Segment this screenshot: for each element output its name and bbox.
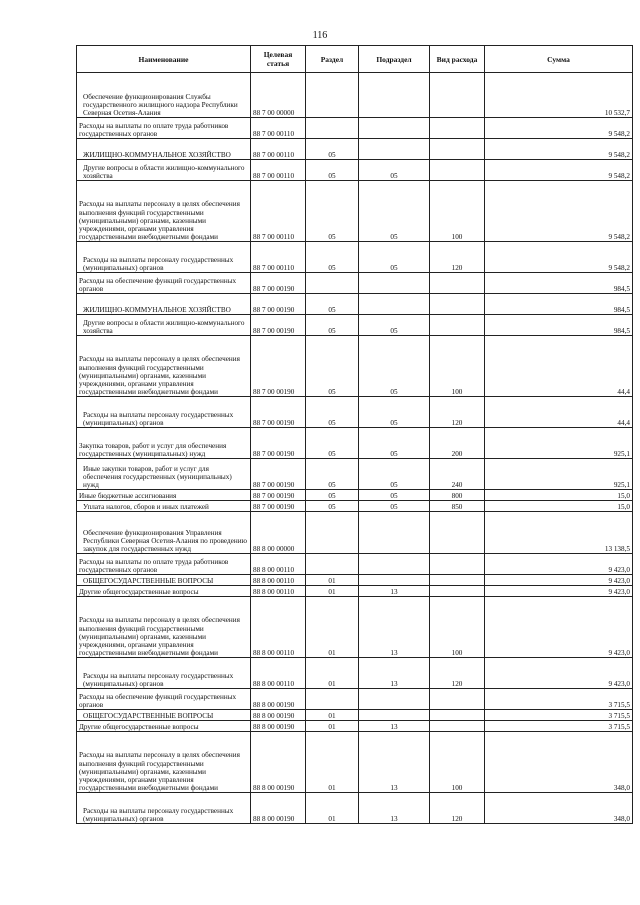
row-subsection: 05: [359, 315, 430, 336]
row-sum: 9 423,0: [485, 575, 633, 586]
row-code: 88 7 00 00190: [251, 397, 306, 428]
row-kind: [430, 512, 485, 554]
budget-table: [76, 45, 633, 824]
row-kind: [430, 586, 485, 597]
row-subsection: 13: [359, 721, 430, 732]
table-row: [77, 575, 633, 586]
table-row: [77, 459, 633, 490]
row-subsection: [359, 273, 430, 294]
row-section: 05: [306, 181, 359, 242]
row-name: Другие общегосударственные вопросы: [77, 721, 251, 732]
table-row: [77, 689, 633, 710]
row-kind: [430, 710, 485, 721]
row-subsection: [359, 554, 430, 575]
row-name: Расходы на обеспечение функций государственных органов: [77, 273, 251, 294]
header-sum: Сумма: [485, 46, 633, 73]
row-code: 88 7 00 00190: [251, 501, 306, 512]
row-code: 88 7 00 00190: [251, 273, 306, 294]
row-code: 88 8 00 00110: [251, 575, 306, 586]
table-body: [77, 73, 633, 824]
row-sum: 44,4: [485, 336, 633, 397]
row-section: 05: [306, 242, 359, 273]
row-section: 05: [306, 336, 359, 397]
table-row: [77, 597, 633, 658]
row-name: Расходы на выплаты персоналу государственных (муниципальных) органов: [77, 793, 251, 824]
row-sum: 984,5: [485, 315, 633, 336]
row-code: 88 8 00 00190: [251, 732, 306, 793]
table-row: [77, 118, 633, 139]
row-section: 01: [306, 597, 359, 658]
row-kind: 200: [430, 428, 485, 459]
row-name: ОБЩЕГОСУДАРСТВЕННЫЕ ВОПРОСЫ: [77, 710, 251, 721]
row-section: 05: [306, 160, 359, 181]
table-row: [77, 315, 633, 336]
row-subsection: [359, 139, 430, 160]
row-name: Расходы на выплаты персоналу государственных (муниципальных) органов: [77, 658, 251, 689]
row-code: 88 7 00 00110: [251, 139, 306, 160]
row-subsection: 13: [359, 732, 430, 793]
row-code: 88 7 00 00190: [251, 459, 306, 490]
row-subsection: [359, 118, 430, 139]
row-section: 05: [306, 294, 359, 315]
row-code: 88 7 00 00110: [251, 242, 306, 273]
row-code: 88 8 00 00110: [251, 586, 306, 597]
table-row: [77, 710, 633, 721]
table-row: [77, 721, 633, 732]
row-sum: 9 423,0: [485, 597, 633, 658]
table-row: [77, 181, 633, 242]
row-kind: 100: [430, 181, 485, 242]
row-sum: 984,5: [485, 294, 633, 315]
row-section: 01: [306, 586, 359, 597]
row-kind: 800: [430, 490, 485, 501]
row-kind: 100: [430, 336, 485, 397]
row-subsection: 05: [359, 242, 430, 273]
row-code: 88 8 00 00190: [251, 710, 306, 721]
row-code: 88 7 00 00110: [251, 160, 306, 181]
table-row: [77, 336, 633, 397]
row-name: Расходы на выплаты персоналу в целях обеспечения выполнения функций государственными (муниципальными) органами, казенными учреждениями, органами управления государственными внебюджетными фондами: [77, 732, 251, 793]
row-kind: 120: [430, 397, 485, 428]
row-subsection: [359, 575, 430, 586]
row-name: Другие вопросы в области жилищно-коммунального хозяйства: [77, 315, 251, 336]
row-sum: 348,0: [485, 732, 633, 793]
row-subsection: 05: [359, 397, 430, 428]
row-name: ЖИЛИЩНО-КОММУНАЛЬНОЕ ХОЗЯЙСТВО: [77, 294, 251, 315]
row-section: 05: [306, 459, 359, 490]
row-sum: 10 532,7: [485, 73, 633, 118]
row-name: Расходы на выплаты персоналу государственных (муниципальных) органов: [77, 242, 251, 273]
row-subsection: 13: [359, 793, 430, 824]
row-subsection: 05: [359, 501, 430, 512]
row-subsection: 05: [359, 336, 430, 397]
row-name: Закупка товаров, работ и услуг для обеспечения государственных (муниципальных) нужд: [77, 428, 251, 459]
row-sum: 348,0: [485, 793, 633, 824]
row-code: 88 8 00 00190: [251, 689, 306, 710]
row-kind: [430, 118, 485, 139]
row-section: 05: [306, 501, 359, 512]
row-name: ЖИЛИЩНО-КОММУНАЛЬНОЕ ХОЗЯЙСТВО: [77, 139, 251, 160]
header-kind: Вид расхода: [430, 46, 485, 73]
row-section: 05: [306, 397, 359, 428]
row-name: ОБЩЕГОСУДАРСТВЕННЫЕ ВОПРОСЫ: [77, 575, 251, 586]
row-sum: 3 715,5: [485, 689, 633, 710]
row-sum: 984,5: [485, 273, 633, 294]
row-sum: 9 423,0: [485, 658, 633, 689]
row-subsection: [359, 710, 430, 721]
row-code: 88 7 00 00190: [251, 428, 306, 459]
row-name: Расходы на выплаты по оплате труда работников государственных органов: [77, 118, 251, 139]
row-code: 88 7 00 00110: [251, 118, 306, 139]
row-kind: 100: [430, 597, 485, 658]
row-sum: 13 138,5: [485, 512, 633, 554]
row-kind: 120: [430, 242, 485, 273]
row-subsection: [359, 73, 430, 118]
row-name: Расходы на выплаты по оплате труда работников государственных органов: [77, 554, 251, 575]
row-sum: 9 548,2: [485, 181, 633, 242]
row-code: 88 8 00 00110: [251, 658, 306, 689]
row-kind: [430, 575, 485, 586]
row-section: 05: [306, 428, 359, 459]
row-sum: 9 548,2: [485, 160, 633, 181]
row-kind: [430, 689, 485, 710]
row-section: 01: [306, 658, 359, 689]
row-kind: 100: [430, 732, 485, 793]
table-row: [77, 732, 633, 793]
row-code: 88 8 00 00110: [251, 597, 306, 658]
row-section: 01: [306, 793, 359, 824]
header-section: Раздел: [306, 46, 359, 73]
row-name: Иные бюджетные ассигнования: [77, 490, 251, 501]
table-row: [77, 294, 633, 315]
header-name: Наименование: [77, 46, 251, 73]
row-code: 88 8 00 00110: [251, 554, 306, 575]
table-row: [77, 273, 633, 294]
row-section: 01: [306, 721, 359, 732]
page-number: 116: [312, 30, 328, 41]
row-section: 05: [306, 139, 359, 160]
row-kind: [430, 73, 485, 118]
row-subsection: 05: [359, 490, 430, 501]
row-subsection: 13: [359, 597, 430, 658]
row-kind: [430, 554, 485, 575]
row-section: [306, 689, 359, 710]
row-kind: 120: [430, 793, 485, 824]
header-subsection: Подраздел: [359, 46, 430, 73]
table-row: [77, 139, 633, 160]
row-sum: 3 715,5: [485, 721, 633, 732]
row-sum: 925,1: [485, 428, 633, 459]
table-row: [77, 428, 633, 459]
row-sum: 9 548,2: [485, 118, 633, 139]
table-row: [77, 501, 633, 512]
row-sum: 44,4: [485, 397, 633, 428]
row-sum: 15,0: [485, 501, 633, 512]
table-row: [77, 490, 633, 501]
row-sum: 9 548,2: [485, 242, 633, 273]
row-code: 88 7 00 00190: [251, 336, 306, 397]
row-code: 88 7 00 00190: [251, 490, 306, 501]
row-sum: 15,0: [485, 490, 633, 501]
row-name: Расходы на выплаты персоналу государственных (муниципальных) органов: [77, 397, 251, 428]
row-kind: [430, 721, 485, 732]
row-kind: 240: [430, 459, 485, 490]
row-section: [306, 73, 359, 118]
row-kind: [430, 139, 485, 160]
table-row: [77, 73, 633, 118]
table-row: [77, 793, 633, 824]
table-row: [77, 242, 633, 273]
row-name: Расходы на обеспечение функций государственных органов: [77, 689, 251, 710]
row-kind: [430, 315, 485, 336]
row-name: Расходы на выплаты персоналу в целях обеспечения выполнения функций государственными (муниципальными) органами, казенными учреждениями, органами управления государственными внебюджетными фондами: [77, 181, 251, 242]
header-code: Целевая статья: [251, 46, 306, 73]
row-sum: 9 423,0: [485, 586, 633, 597]
row-code: 88 7 00 00190: [251, 294, 306, 315]
row-kind: [430, 294, 485, 315]
row-name: Иные закупки товаров, работ и услуг для обеспечения государственных (муниципальных) нужд: [77, 459, 251, 490]
row-kind: 120: [430, 658, 485, 689]
table-row: [77, 658, 633, 689]
table-row: [77, 512, 633, 554]
row-subsection: 05: [359, 160, 430, 181]
row-section: 01: [306, 575, 359, 586]
table-row: [77, 160, 633, 181]
row-code: 88 8 00 00190: [251, 793, 306, 824]
row-kind: [430, 160, 485, 181]
row-name: Обеспечение функционирования Службы государственного жилищного надзора Республики Северная Осетия-Алания: [77, 73, 251, 118]
row-section: [306, 512, 359, 554]
row-section: 01: [306, 732, 359, 793]
row-section: 01: [306, 710, 359, 721]
row-name: Обеспечение функционирования Управления Республики Северная Осетия-Алания по проведению закупок для государственных нужд: [77, 512, 251, 554]
row-subsection: 05: [359, 459, 430, 490]
row-subsection: 05: [359, 428, 430, 459]
row-sum: 9 423,0: [485, 554, 633, 575]
row-code: 88 8 00 00190: [251, 721, 306, 732]
row-code: 88 7 00 00190: [251, 315, 306, 336]
row-section: [306, 554, 359, 575]
row-name: Расходы на выплаты персоналу в целях обеспечения выполнения функций государственными (муниципальными) органами, казенными учреждениями, органами управления государственными внебюджетными фондами: [77, 597, 251, 658]
row-section: [306, 118, 359, 139]
row-subsection: [359, 689, 430, 710]
row-name: Расходы на выплаты персоналу в целях обеспечения выполнения функций государственными (муниципальными) органами, казенными учреждениями, органами управления государственными внебюджетными фондами: [77, 336, 251, 397]
row-code: 88 7 00 00000: [251, 73, 306, 118]
row-kind: [430, 273, 485, 294]
header-row: [77, 46, 633, 73]
table-header: [77, 46, 633, 73]
table-row: [77, 397, 633, 428]
table-row: [77, 554, 633, 575]
row-subsection: 13: [359, 658, 430, 689]
row-name: Уплата налогов, сборов и иных платежей: [77, 501, 251, 512]
row-subsection: 05: [359, 181, 430, 242]
row-subsection: 13: [359, 586, 430, 597]
row-sum: 925,1: [485, 459, 633, 490]
row-subsection: [359, 294, 430, 315]
row-sum: 3 715,5: [485, 710, 633, 721]
table-row: [77, 586, 633, 597]
row-code: 88 8 00 00000: [251, 512, 306, 554]
row-section: [306, 273, 359, 294]
row-section: 05: [306, 315, 359, 336]
row-subsection: [359, 512, 430, 554]
row-section: 05: [306, 490, 359, 501]
row-name: Другие вопросы в области жилищно-коммунального хозяйства: [77, 160, 251, 181]
row-name: Другие общегосударственные вопросы: [77, 586, 251, 597]
row-sum: 9 548,2: [485, 139, 633, 160]
row-code: 88 7 00 00110: [251, 181, 306, 242]
row-kind: 850: [430, 501, 485, 512]
